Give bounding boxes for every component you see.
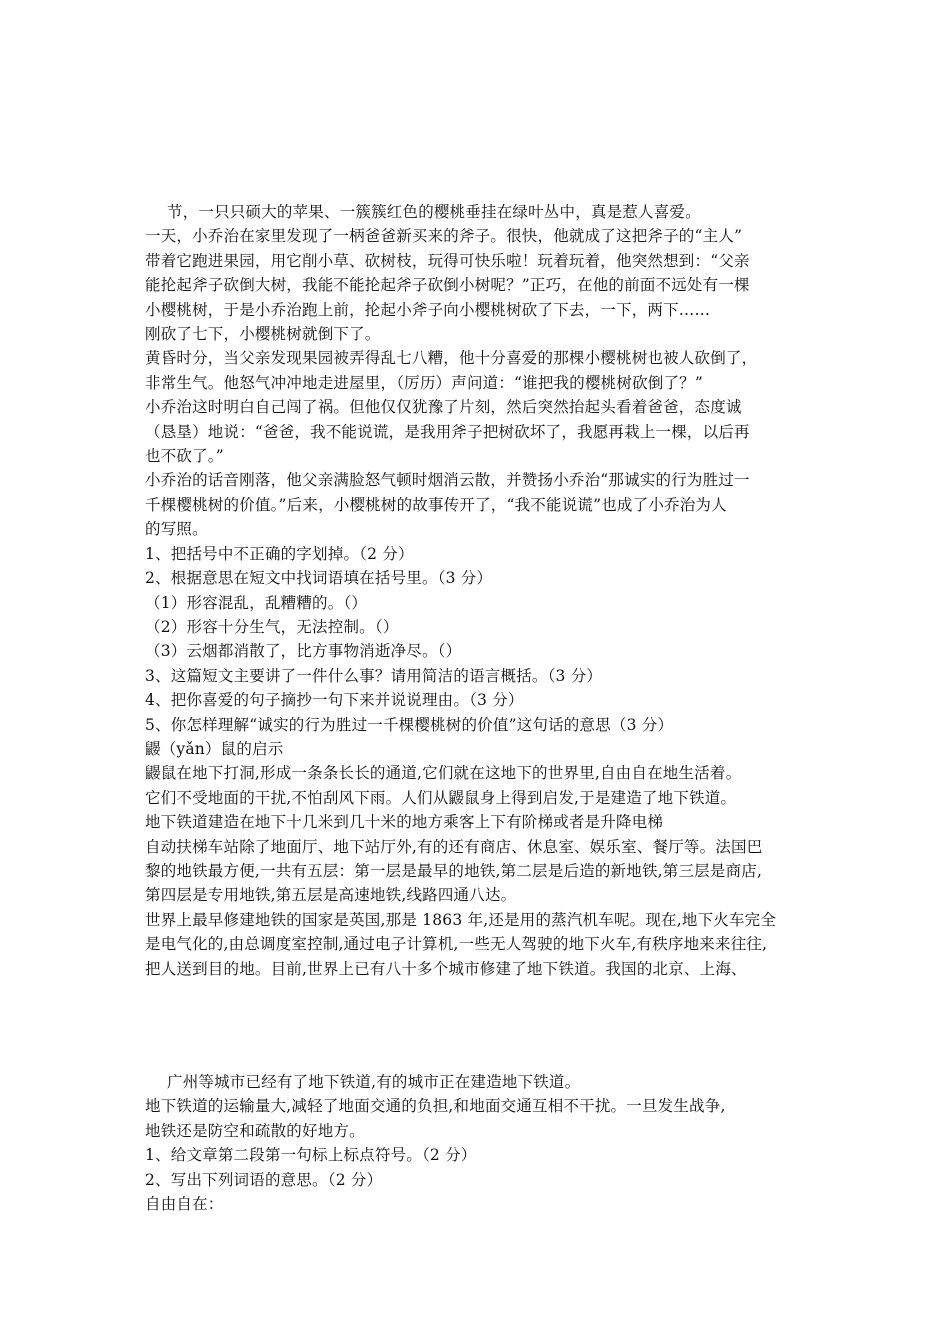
text-line: 3、这篇短文主要讲了一件什么事？请用简洁的语言概括。（3 分） bbox=[145, 666, 603, 685]
text-line: 1、给文章第二段第一句标上标点符号。（2 分） bbox=[145, 1146, 477, 1165]
text-line: 4、把你喜爱的句子摘抄一句下来并说说理由。（3 分） bbox=[145, 691, 524, 710]
text-line: 2、写出下列词语的意思。（2 分） bbox=[145, 1170, 383, 1189]
text-line: 黎的地铁最方便,一共有五层：第一层是最早的地铁,第二层是后造的新地铁,第三层是商店, bbox=[145, 861, 763, 880]
text-line: 地下铁道建造在地下十几米到几十米的地方乘客上下有阶梯或者是升降电梯 bbox=[145, 813, 664, 832]
text-line: 1、把括号中不正确的字划掉。（2 分） bbox=[145, 544, 414, 563]
text-line: 带着它跑进果园，用它削小草、砍树枝，玩得可快乐啦！玩着玩着，他突然想到：“父亲 bbox=[145, 251, 750, 270]
text-line: 广州等城市已经有了地下铁道,有的城市正在建造地下铁道。 bbox=[167, 1073, 581, 1091]
text-line: （2）形容十分生气，无法控制。（） bbox=[145, 617, 399, 636]
text-line: 能抡起斧子砍倒大树，我能不能抡起斧子砍倒小树呢？”正巧，在他的前面不远处有一棵 bbox=[145, 276, 750, 295]
text-line: 小樱桃树，于是小乔治跑上前，抡起小斧子向小樱桃树砍了下去，一下，两下…… bbox=[145, 300, 711, 319]
text-line: 世界上最早修建地铁的国家是英国,那是 1863 年,还是用的蒸汽机车呢。现在,地下火车完全 bbox=[145, 910, 777, 929]
text-line: 它们不受地面的干扰,不怕刮风下雨。人们从鼹鼠身上得到启发,于是建造了地下铁道。 bbox=[145, 788, 737, 807]
text-line: 非常生气。他怒气冲冲地走进屋里，（厉历）声问道：“谁把我的樱桃树砍倒了？” bbox=[145, 373, 704, 392]
text-line: 黄昏时分，当父亲发现果园被弄得乱七八糟，他十分喜爱的那棵小樱桃树也被人砍倒了， bbox=[145, 349, 758, 368]
text-line: 2、根据意思在短文中找词语填在括号里。（3 分） bbox=[145, 569, 493, 588]
text-line: 把人送到目的地。目前,世界上已有八十多个城市修建了地下铁道。我国的北京、上海、 bbox=[145, 959, 747, 978]
text-line: 也不砍了。” bbox=[145, 447, 224, 466]
text-block-bottom bbox=[145, 1070, 815, 1216]
text-line: 第四层是专用地铁,第五层是高速地铁,线路四通八达。 bbox=[145, 886, 517, 905]
text-line: 刚砍了七下，小樱桃树就倒下了。 bbox=[145, 325, 381, 344]
text-line: 自由自在： bbox=[145, 1195, 224, 1214]
text-line: 一天，小乔治在家里发现了一柄爸爸新买来的斧子。很快，他就成了这把斧子的“主人” bbox=[145, 227, 743, 246]
text-line: 小乔治的话音刚落，他父亲满脸怒气顿时烟消云散，并赞扬小乔治“那诚实的行为胜过一 bbox=[145, 471, 750, 490]
text-line: 小乔治这时明白自己闯了祸。但他仅仅犹豫了片刻，然后突然抬起头看着爸爸，态度诚 bbox=[145, 398, 742, 417]
text-line: 自动扶梯车站除了地面厅、地下站厅外,有的还有商店、休息室、娱乐室、餐厅等。法国巴 bbox=[145, 837, 763, 856]
text-line: 地下铁道的运输量大,减轻了地面交通的负担,和地面交通互相不干扰。一旦发生战争, bbox=[145, 1097, 726, 1116]
text-line: 是电气化的,由总调度室控制,通过电子计算机,一些无人驾驶的地下火车,有秩序地来来往往, bbox=[145, 935, 768, 954]
text-line: 鼹鼠在地下打洞,形成一条条长长的通道,它们就在这地下的世界里,自由自在地生活着。 bbox=[145, 764, 742, 783]
text-line: 节，一只只硕大的苹果、一簇簇红色的樱桃垂挂在绿叶丛中，真是惹人喜爱。 bbox=[167, 203, 701, 221]
text-line: 的写照。 bbox=[145, 520, 208, 539]
text-line: 鼹（yǎn）鼠的启示 bbox=[145, 739, 284, 758]
text-block-top bbox=[145, 200, 815, 981]
text-line: （3）云烟都消散了，比方事物消逝净尽。（） bbox=[145, 642, 462, 661]
text-line: 千棵樱桃树的价值。”后来，小樱桃树的故事传开了，“我不能说谎”也成了小乔治为人 bbox=[145, 495, 727, 514]
text-line: （恳垦）地说：“爸爸，我不能说谎，是我用斧子把树砍坏了，我愿再栽上一棵，以后再 bbox=[145, 422, 750, 441]
text-line: （1）形容混乱，乱糟糟的。（） bbox=[145, 593, 368, 612]
text-line: 地铁还是防空和疏散的好地方。 bbox=[145, 1121, 365, 1140]
text-line: 5、你怎样理解“诚实的行为胜过一千棵樱桃树的价值”这句话的意思（3 分） bbox=[145, 715, 674, 734]
